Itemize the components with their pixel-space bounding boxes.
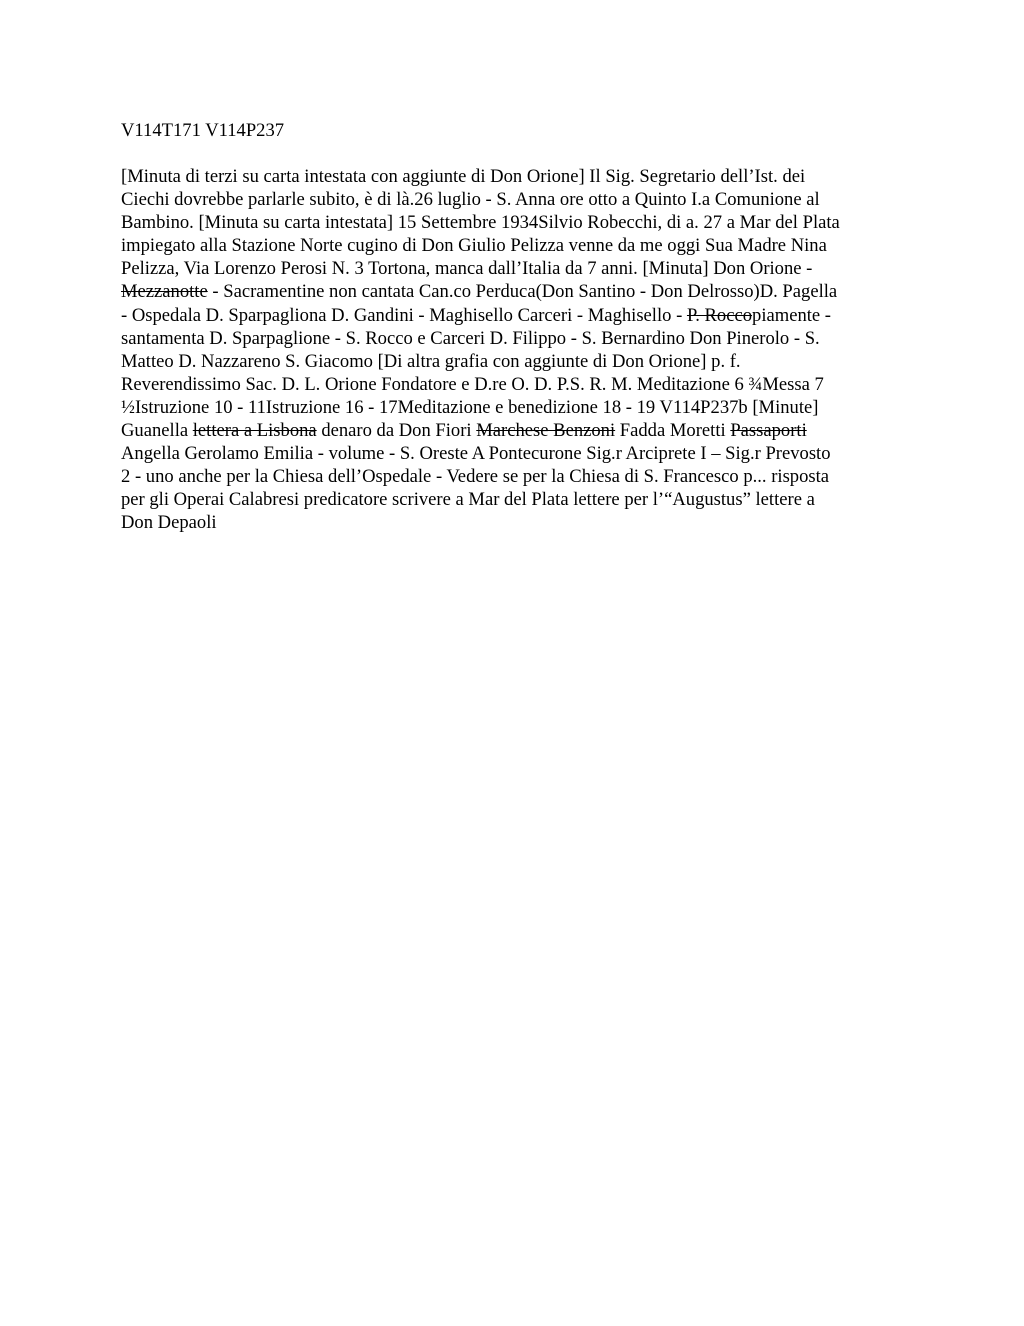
text-run: piamente - <box>752 304 832 326</box>
text-run: Reverendissimo Sac. D. L. Orione Fondatore e D.re O. D. P.S. R. M. Meditazione 6 ¾Messa 7 <box>121 373 824 395</box>
text-line <box>121 304 906 327</box>
text-run: per gli Operai Calabresi predicatore scrivere a Mar del Plata lettere per l’“Augustus” lettere a <box>121 489 815 511</box>
text-run: Ciechi dovrebbe parlarle subito, è di là.26 luglio - S. Anna ore otto a Quinto I.a Comunione al <box>121 189 820 211</box>
text-run: Pelizza, Via Lorenzo Perosi N. 3 Tortona, manca dall’Italia da 7 anni. [Minuta] Don Orione - <box>121 258 813 280</box>
text-run: Guanella <box>121 420 193 442</box>
text-line <box>121 465 906 488</box>
document-id-line: V114T171 V114P237 <box>121 120 285 141</box>
text-run: Bambino. [Minuta su carta intestata] 15 Settembre 1934Silvio Robecchi, di a. 27 a Mar del Plata <box>121 212 840 234</box>
text-run: [Minuta di terzi su carta intestata con aggiunte di Don Orione] Il Sig. Segretario dell’Ist. dei <box>121 166 806 187</box>
text-line <box>121 511 906 534</box>
text-run: denaro da Don Fiori <box>316 420 477 442</box>
text-line <box>121 327 906 350</box>
text-run: Angella Gerolamo Emilia - volume - S. Oreste A Pontecurone Sig.r Arciprete I – Sig.r Prevosto <box>121 443 831 465</box>
struck-text: Mezzanotte <box>121 281 208 303</box>
struck-text: Passaporti <box>730 420 807 442</box>
struck-text: lettera a Lisbona <box>192 420 317 442</box>
text-line <box>121 211 906 234</box>
struck-text: P. Rocco <box>686 304 753 326</box>
text-run: 2 - uno anche per la Chiesa dell’Ospedale - Vedere se per la Chiesa di S. Francesco p... risposta <box>121 466 830 488</box>
text-run: Matteo D. Nazzareno S. Giacomo [Di altra grafia con aggiunte di Don Orione] p. f. <box>121 350 741 372</box>
text-line <box>121 165 906 188</box>
text-run: santamenta D. Sparpaglione - S. Rocco e Carceri D. Filippo - S. Bernardino Don Pinerolo - S. <box>121 327 820 349</box>
text-run: - Ospedala D. Sparpagliona D. Gandini - Maghisello Carceri - Maghisello - <box>121 304 687 326</box>
text-run: ½Istruzione 10 - 11Istruzione 16 - 17Meditazione e benedizione 18 - 19 V114P237b [Minute] <box>121 396 819 418</box>
document-body-text <box>121 165 906 535</box>
text-run: - Sacramentine non cantata Can.co Perduca(Don Santino - Don Delrosso)D. Pagella <box>207 281 838 303</box>
text-line <box>121 373 906 396</box>
text-line <box>121 350 906 373</box>
text-run: Don Depaoli <box>121 512 217 534</box>
text-line <box>121 396 906 419</box>
text-line <box>121 257 906 280</box>
struck-text: Marchese Benzoni <box>476 420 616 442</box>
text-line <box>121 488 906 511</box>
text-line <box>121 234 906 257</box>
text-line <box>121 419 906 442</box>
text-line <box>121 280 906 303</box>
text-line <box>121 442 906 465</box>
text-run: Fadda Moretti <box>615 420 731 442</box>
text-line <box>121 188 906 211</box>
text-run: impiegato alla Stazione Norte cugino di Don Giulio Pelizza venne da me oggi Sua Madre Nina <box>121 235 827 257</box>
